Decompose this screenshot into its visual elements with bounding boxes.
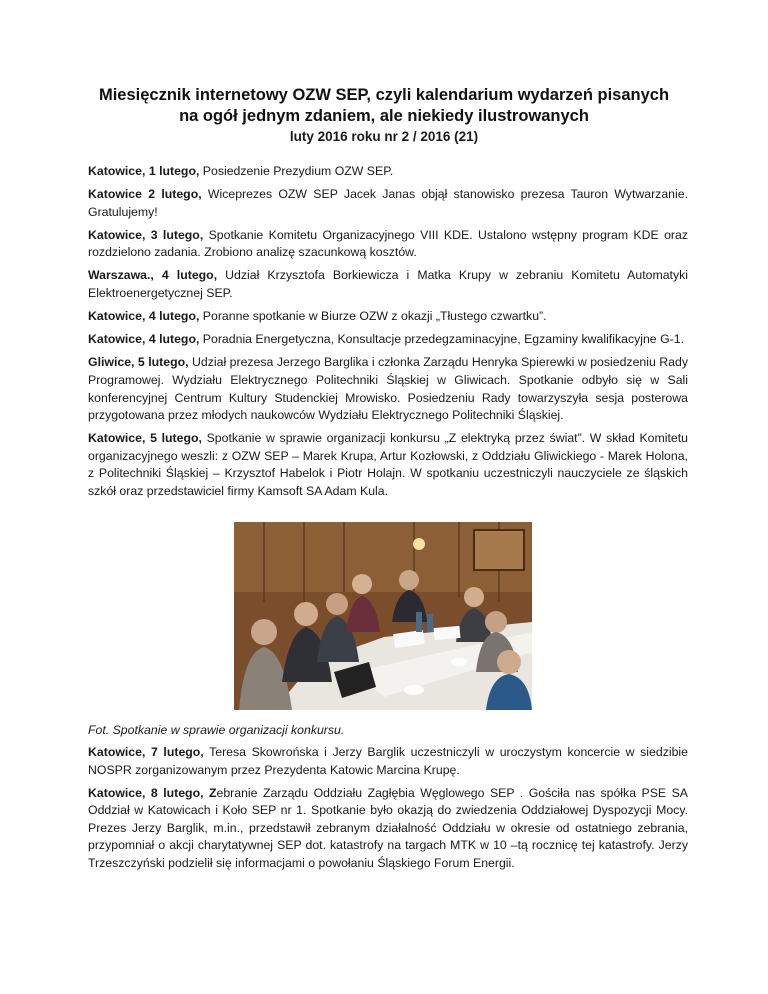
entry <box>88 354 688 424</box>
entry-head: Katowice, 8 lutego, Z <box>88 785 217 800</box>
entry <box>88 267 688 302</box>
entry-text: Spotkanie w sprawie organizacji konkursu „Z elektryką przez świat”. W skład Komitetu organizacyjnego weszli: z OZW SEP – Marek Krupa, Artur Kozłowski, z Oddziału Gliwickiego - Marek Holona, z Politechniki Śląskiej – Krzysztof Habelok i Piotr Holajn. W spotkaniu uczestniczyli nauczyciele ze śląskich szkół oraz przedstawiciel firmy Kamsoft SA Adam Kula. <box>88 431 689 498</box>
entry-head: Warszawa., 4 lutego, <box>88 268 218 283</box>
entry-head: Katowice, 4 lutego, <box>88 309 200 324</box>
entry-head: Katowice, 3 lutego, <box>88 227 204 242</box>
photo-caption: Fot. Spotkanie w sprawie organizacji konkursu. <box>88 723 345 737</box>
entry-text: Wiceprezes OZW SEP Jacek Janas objął stanowisko prezesa Tauron Wytwarzanie. Gratulujemy! <box>88 187 688 219</box>
entry <box>88 227 688 262</box>
header <box>0 85 768 146</box>
entries-list-2 <box>88 744 688 878</box>
entry-text: Udział Krzysztofa Borkiewicza i Matka Krupy w zebraniu Komitetu Automatyki Elektroenergetycznej SEP. <box>88 268 688 301</box>
entry <box>88 785 688 873</box>
entry <box>88 331 688 349</box>
entries-list <box>88 163 688 506</box>
entry-text: Poradnia Energetyczna, Konsultacje przedegzaminacyjne, Egzaminy kwalifikacyjne G-1. <box>199 332 684 347</box>
entry-head: Katowice 2 lutego, <box>88 187 202 202</box>
entry-text: Udział prezesa Jerzego Barglika i członka Zarządu Henryka Spierewki w posiedzeniu Rady Programowej. Wydziału Elektrycznego Politechniki Śląskiej w Gliwicach. Spotkanie odbyło się w Sali konferencyjnej Centrum Kultury Studenckiej Mrowisko. Posiedzeniu Rady towarzyszyła sesja posterowa przygotowana przez młodych naukowców Wydziału Elektrycznego Politechniki Śląskiej. <box>88 355 688 423</box>
entry-text: Teresa Skowrońska i Jerzy Barglik uczestniczyli w uroczystym koncercie w siedzibie NOSPR zorganizowanym przez Prezydenta Katowic Marcina Krupę. <box>88 745 688 777</box>
entry <box>88 744 688 779</box>
entry-head: Katowice, 7 lutego, <box>88 745 204 759</box>
entry <box>88 186 688 221</box>
issue-info: luty 2016 roku nr 2 / 2016 (21) <box>289 129 479 144</box>
entry-text: Poranne spotkanie w Biurze OZW z okazji „Tłustego czwartku”. <box>199 309 547 324</box>
entry <box>88 163 688 181</box>
meeting-photo-image <box>234 522 532 710</box>
title-line-1: Miesięcznik internetowy OZW SEP, czyli kalendarium wydarzeń pisanych <box>98 86 670 104</box>
entry-head: Katowice, 4 lutego, <box>88 332 200 347</box>
entry-text: Posiedzenie Prezydium OZW SEP. <box>199 164 394 178</box>
entry-text: ebranie Zarządu Oddziału Zagłębia Węglowego SEP . Gościła nas spółka PSE SA Oddział w Katowicach i Koło SEP nr 1. Spotkanie było okazją do zwiedzenia Oddziałowej Dyspozycji Mocy. Prezes Jerzy Barglik, m.in., przedstawił zebranym działalność Oddziału w okresie od ostatniego zebrania, przypomniał o akcji charytatywnej SEP dot. katastrofy na targach MTK w 10 –tą rocznicę tej katastrofy. Jerzy Trzeszczyński podzielił się informacjami o powołaniu Śląskiego Forum Energii. <box>88 785 688 871</box>
entry <box>88 430 688 500</box>
entry-head: Katowice, 1 lutego, <box>88 164 200 178</box>
entry-head: Katowice, 5 lutego, <box>88 431 202 446</box>
entry <box>88 308 688 326</box>
entry-head: Gliwice, 5 lutego, <box>88 355 189 370</box>
meeting-photo <box>234 522 532 710</box>
entry-text: Spotkanie Komitetu Organizacyjnego VIII KDE. Ustalono wstępny program KDE oraz rozdzielono zadania. Zrobiono analizę szacunkową kosztów. <box>88 227 688 260</box>
title-line-2: na ogół jednym zdaniem, ale niekiedy ilustrowanych <box>179 107 589 125</box>
